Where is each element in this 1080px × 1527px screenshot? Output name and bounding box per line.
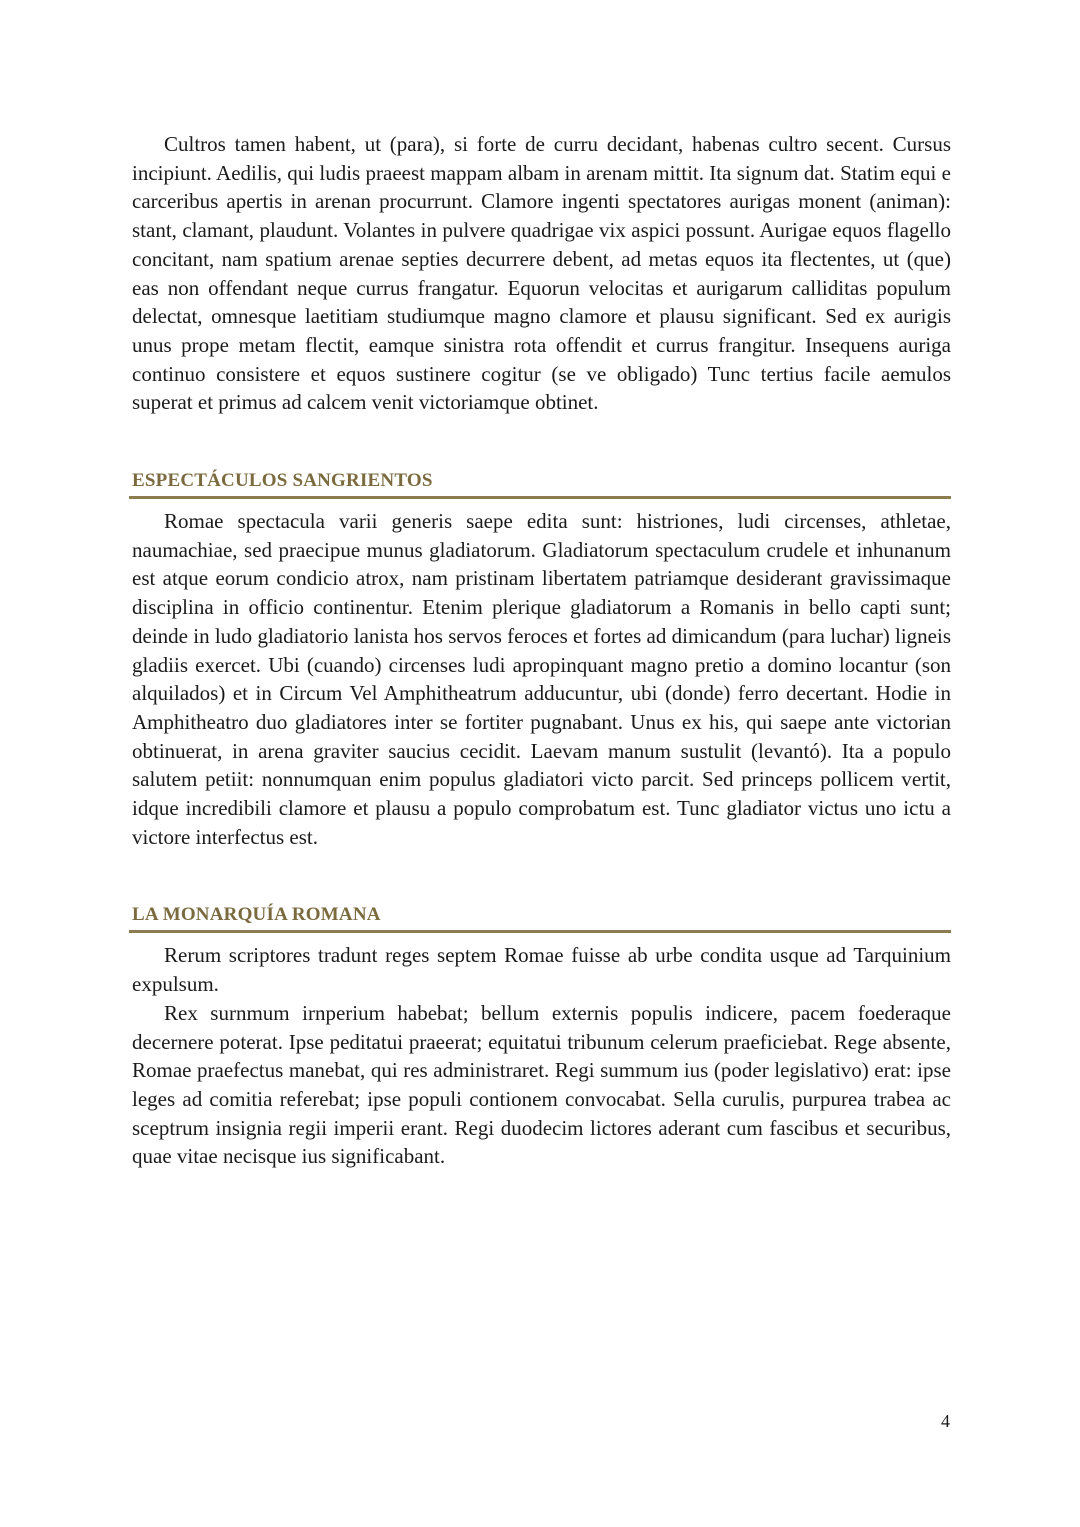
section-title: LA MONARQUÍA ROMANA (129, 903, 951, 933)
section-body (132, 507, 951, 851)
section-paragraph: Rex surnmum irnperium habebat; bellum externis populis indicere, pacem foederaque decernere poterat. Ipse peditatui praeerat; equitatui tribunum celerum praeficiebat. Rege absente, Romae praefectus manebat, qui res administraret. Regi summum ius (poder legislativo) erat: ipse leges ad comitia referebat; ipse populi contionem convocabat. Sella curulis, purpurea trabea ac sceptrum insignia regii imperii erant. Regi duodecim lictores aderant cum fascibus et securibus, quae vitae necisque ius significabant. (132, 1000, 951, 1169)
section-espectaculos (132, 469, 951, 851)
page-number: 4 (941, 1411, 950, 1431)
document-page (132, 130, 951, 1171)
section-body (132, 941, 951, 1171)
intro-paragraph: Cultros tamen habent, ut (para), si forte de curru decidant, habenas cultro secent. Cursus incipiunt. Aedilis, qui ludis praeest mappam albam in arenam mittit. Ita signum dat. Statim equi e carceribus apertis in arenan procurrunt. Clamore ingenti spectatores aurigas monent (animan): stant, clamant, plaudunt. Volantes in pulvere quadrigae vix aspici possunt. Aurigae equos flagello concitant, nam spatium arenae septies decurrere debent, ad metas equos ita flectentes, ut (que) eas non offendant neque currus frangatur. Equorun velocitas et aurigarum calliditas populum delectat, omnesque laetitiam studiumque magno clamore et plausu significant. Sed ex aurigis unus prope metam flectit, eamque sinistra rota offendit et currus frangitur. Insequens auriga continuo consistere et equos sustinere cogitur (se ve obligado) Tunc tertius facile aemulos superat et primus ad calcem venit victoriamque obtinet. (132, 132, 951, 415)
section-monarquia (132, 903, 951, 1171)
section-paragraph: Romae spectacula varii generis saepe edita sunt: histriones, ludi circenses, athletae, naumachiae, sed praecipue munus gladiatorum. Gladiatorum spectaculum crudele et inhunanum est atque eorum condicio atrox, nam pristinam libertatem patriamque desiderant gravissimaque disciplina in officio continentur. Etenim plerique gladiatorum a Romanis in bello capti sunt; deinde in ludo gladiatorio lanista hos servos feroces et fortes ad dimicandum (para luchar) ligneis gladiis exercet. Ubi (cuando) circenses ludi apropinquant magno pretio a domino locantur (son alquilados) et in Circum Vel Amphitheatrum adducuntur, ubi (donde) ferro decertant. Hodie in Amphitheatro duo gladiatores inter se fortiter pugnabant. Unus ex his, qui saepe ante victorian obtinuerat, in arena graviter saucius cecidit. Laevam manum sustulit (levantó). Ita a populo salutem petiit: nonnumquan enim populus gladiatori victo parcit. Sed princeps pollicem vertit, idque incredibili clamore et plausu a populo comprobatum est. Tunc gladiator victus uno ictu a victore interfectus est. (132, 509, 951, 849)
section-title: ESPECTÁCULOS SANGRIENTOS (129, 469, 951, 499)
section-paragraph: Rerum scriptores tradunt reges septem Romae fuisse ab urbe condita usque ad Tarquinium expulsum. (132, 943, 951, 997)
